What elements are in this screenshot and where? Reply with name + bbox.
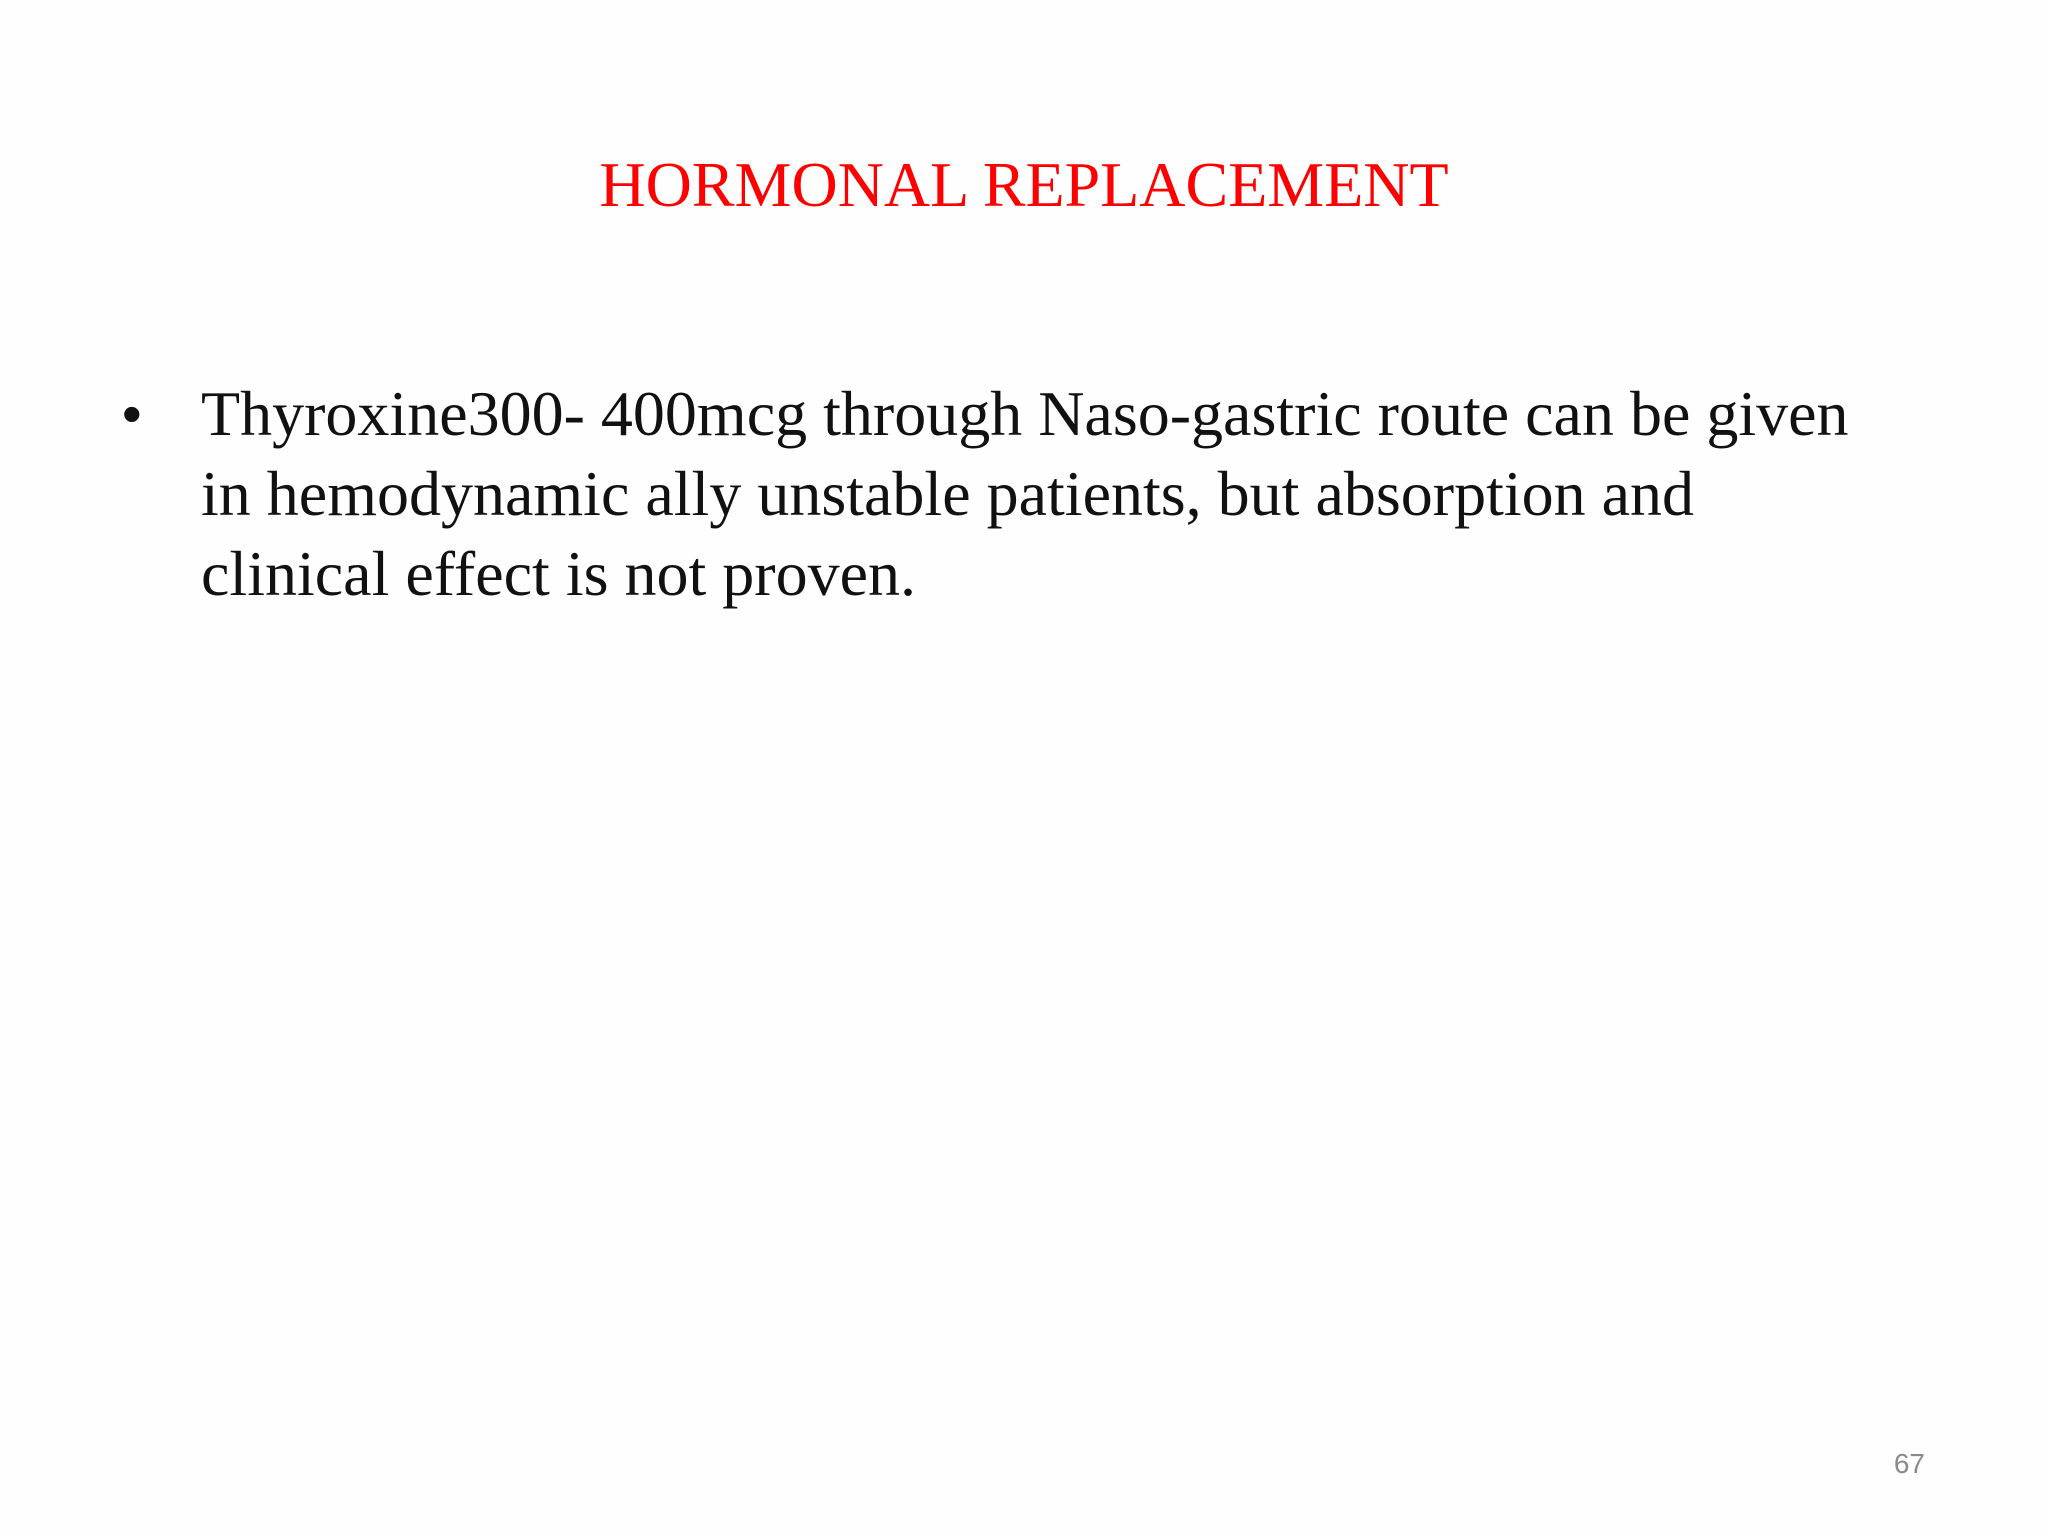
- list-item: [118, 374, 1898, 614]
- bullet-text: Thyroxine300- 400mcg through Naso-gastric route can be given in hemodynamic ally unstable patients, but absorption and clinical effect is not proven.: [201, 378, 1849, 609]
- page-number: 67: [1893, 1448, 1925, 1479]
- bullet-list: [118, 374, 1898, 614]
- bullet-icon: •: [122, 382, 142, 445]
- slide-title: HORMONAL REPLACEMENT: [599, 149, 1449, 220]
